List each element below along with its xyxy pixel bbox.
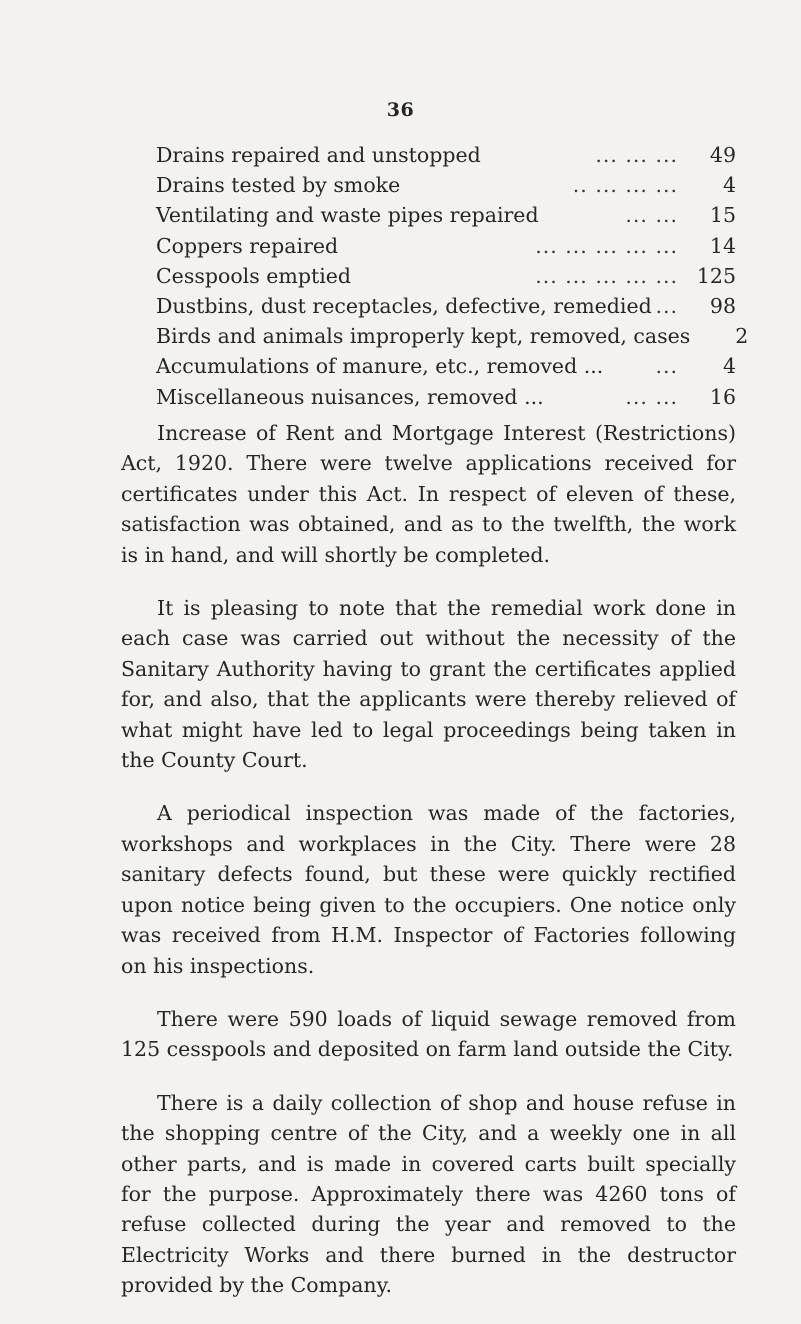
leader-dots: ... (655, 293, 678, 318)
row-value: 125 (696, 263, 736, 288)
leader-dots: ... ... ... (595, 143, 678, 167)
leader-dots: ... ... (625, 384, 678, 409)
row-label: Birds and animals improperly kept, removed, cases (156, 324, 691, 349)
table-row (156, 294, 736, 324)
row-value: 2 (735, 324, 749, 349)
paragraph-rent-act: Increase of Rent and Mortgage Interest (Restrictions) Act, 1920. There were twelve applications received for certificates under this Act. In respect of eleven of these, satisfaction was obtained, and as to the twelfth, the work is in hand, and will shortly be completed. (121, 421, 736, 567)
paragraph-remedial-work: It is pleasing to note that the remedial work done in each case was carried out without the necessity of the Sanitary Authority having to grant the certificates applied for, and also, that the applicants were thereby relieved of what might have led to legal proceedings being taken in the County Court. (121, 596, 736, 773)
row-value: 98 (709, 293, 736, 318)
row-label: Cesspools emptied (156, 263, 352, 288)
leader-dots: ... ... ... ... ... (535, 263, 678, 288)
table-row (156, 234, 736, 264)
table-row (156, 173, 736, 203)
table-row (156, 143, 736, 173)
row-value: 14 (709, 233, 736, 258)
row-label: Drains repaired and unstopped (156, 143, 481, 167)
leader-dots: ... ... (625, 203, 678, 228)
page-number: 36 (386, 99, 415, 121)
leader-dots: ... (655, 354, 678, 379)
table-row (156, 203, 736, 233)
nuisances-table (156, 143, 749, 415)
table-row (156, 354, 736, 384)
row-label: Dustbins, dust receptacles, defective, remedied (156, 293, 652, 318)
leader-dots: ... ... ... ... ... (535, 233, 678, 258)
row-value: 16 (709, 384, 736, 409)
paragraph-liquid-sewage: There were 590 loads of liquid sewage removed from 125 cesspools and deposited on farm land outside the City. (121, 1006, 736, 1062)
row-value: 4 (722, 354, 736, 379)
paragraph-factory-inspection: A periodical inspection was made of the factories, workshops and workplaces in the City. There were 28 sanitary defects found, but these were quickly rectified upon notice being given to the occupiers. One notice only was received from H.M. Inspector of Factories following on his inspections. (121, 801, 736, 978)
table-row (156, 324, 749, 354)
row-label: Ventilating and waste pipes repaired (156, 203, 539, 228)
table-row (156, 385, 736, 415)
row-label: Drains tested by smoke (156, 173, 401, 198)
leader-dots: .. ... ... ... (572, 173, 678, 198)
row-value: 4 (722, 173, 736, 198)
paragraph-refuse-collection: There is a daily collection of shop and house refuse in the shopping centre of the City, and a weekly one in all other parts, and is made in covered carts built specially for the purpose. Approximately there was 4260 tons of refuse collected during the year and removed to the Electricity Works and there burned in the destructor provided by the Company. (121, 1090, 736, 1298)
row-label: Coppers repaired (156, 233, 339, 258)
row-value: 49 (709, 143, 736, 167)
row-label: Accumulations of manure, etc., removed ... (156, 354, 604, 379)
table-row (156, 264, 736, 294)
row-value: 15 (709, 203, 736, 228)
row-label: Miscellaneous nuisances, removed ... (156, 384, 544, 409)
body-text (121, 418, 736, 1324)
